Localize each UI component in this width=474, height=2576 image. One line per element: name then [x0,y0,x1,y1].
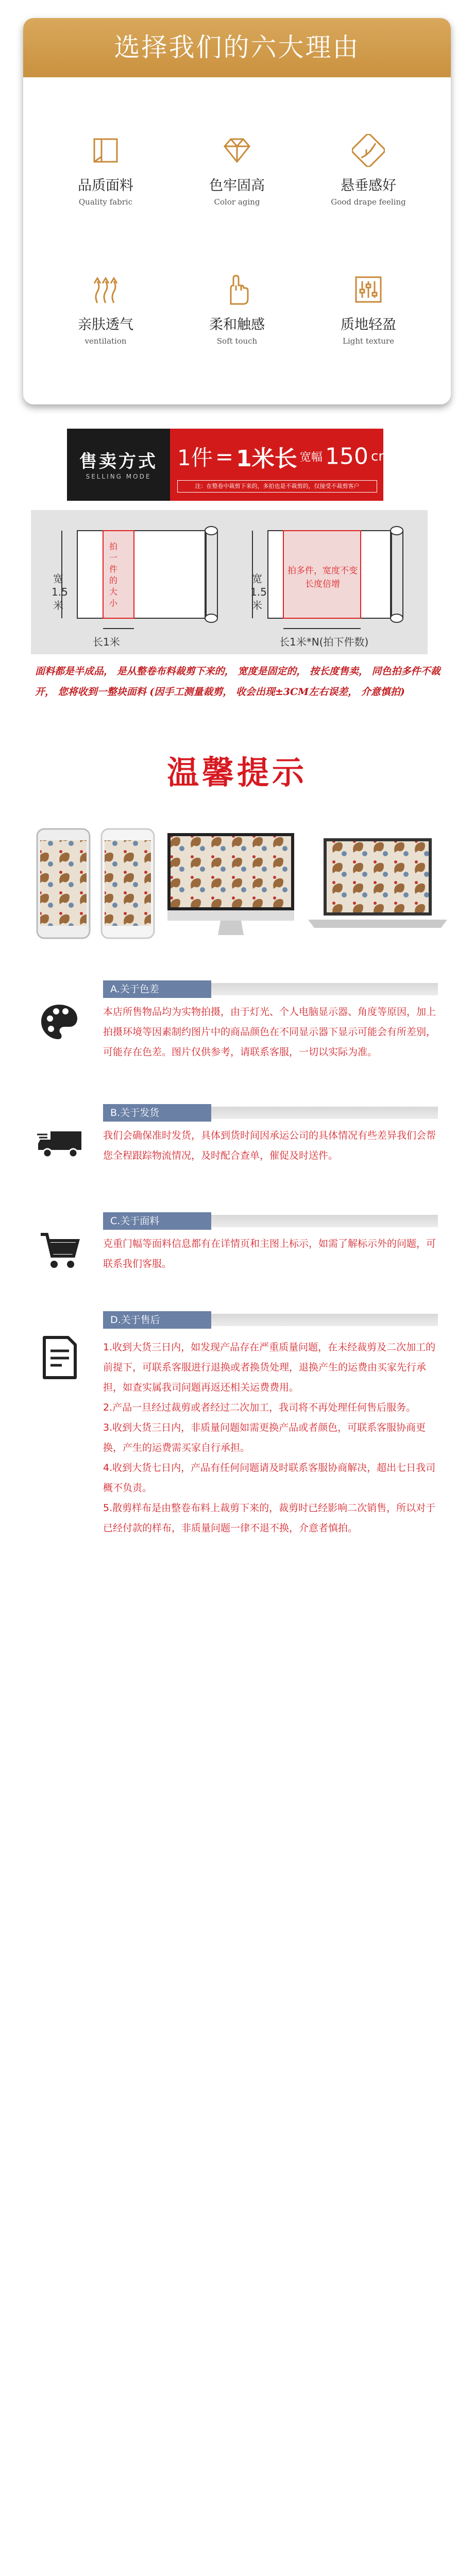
formula-width-label: 宽幅 [299,451,323,464]
diagram1-inner: 拍一件的大小 [109,541,117,608]
section-d-text [103,1337,438,1538]
breathable-arrows-icon [89,273,122,306]
laptop-image [308,837,447,935]
reason-quality-fabric [44,134,167,207]
diagram1-length: 长1米 [93,636,120,648]
formula-width: 150 [325,443,368,470]
book-icon [89,134,122,167]
reason-soft-touch [175,273,299,346]
diagram2-inner: 拍多件，宽度不变长度倍增 [287,566,358,589]
reasons-title: 选择我们的六大理由 [114,32,360,62]
hand-icon [221,273,253,306]
fabric-footnote: 面料都是半成品， 是从整卷布料裁剪下来的， 宽度是固定的， 按长度售卖， 同色拍多件不裁开， 您将收到一整块面料 (因手工测量裁剪， 收会出现±3CM左右误差， 介意慎拍) [35,666,441,698]
section-b-text: 我们会确保准时发货，具体到货时间因承运公司的具体情况有些差异我们会帮您全程跟踪物流情况，及时配合查单，催促及时送件。 [103,1130,436,1161]
phone-image [99,827,156,940]
palette-icon [39,1002,80,1043]
after-sales-item: 1.收到大货三日内，如发现产品存在严重质量问题，在未经裁剪及二次加工的前提下，可联系客服进行退换或者换货处理，退换产生的运费由买家先行承担，如查实属我司问题再返还相关运费费用。 [103,1342,436,1393]
reasons-card [23,18,451,404]
reason-sub: Color aging [214,197,260,207]
selling-formula [170,429,392,501]
fabric-diagram-panel [31,510,428,654]
truck-icon [37,1128,83,1160]
reason-sub: Soft touch [216,336,258,346]
monitor-image [166,832,295,940]
formula-line [177,440,392,474]
reason-label: 质地轻盈 [341,317,396,333]
reason-sub: Quality fabric [78,197,133,207]
after-sales-item: 2.产品一旦经过裁剪或者经过二次加工，我司将不再处理任何售后服务。 [103,1402,416,1413]
reason-breathable [44,273,167,346]
formula-eq: = [215,444,234,469]
formula-unit: cm [371,449,392,464]
selling-note: 注：在整卷中裁剪下来的，多拍也是不裁剪的，仅接受不裁剪客户 [177,480,377,493]
diamond-icon [221,134,253,167]
diagram2-length: 长1米*N(拍下件数) [279,636,369,648]
document-icon [41,1335,78,1380]
single-piece-diagram [41,520,237,649]
formula-prefix: 1件 [177,445,213,470]
selling-subtitle: SELLING MODE [86,473,151,480]
cart-icon [39,1231,80,1272]
phone-image [35,827,92,940]
after-sales-item: 5.散剪样布是由整卷布料上裁剪下来的，裁剪时已经影响二次销售，所以对于已经付款的样布，非质量问题一律不退不换，介意者慎拍。 [103,1502,436,1534]
leaf-icon [352,134,385,167]
reason-sub: Light texture [343,336,394,346]
reason-sub: Good drape feeling [331,197,406,207]
diagram1-height: 宽1.5米 [52,572,68,612]
device-images [35,827,447,940]
section-a-label: A.关于色差 [103,980,211,998]
formula-main: 1米长 [236,446,297,472]
reason-label: 柔和触感 [209,317,265,333]
after-sales-item: 4.收到大货七日内，产品有任何问题请及时联系客服协商解决，超出七日我司概不负责。 [103,1462,436,1494]
section-c-text: 克重门幅等面料信息都有在详情页和主图上标示，如需了解标示外的问题，可联系我们客服。 [103,1238,436,1269]
tips-title: 温馨提示 [166,754,307,791]
reason-light-texture [307,273,430,346]
reason-label: 色牢固高 [209,178,265,194]
section-b-label: B.关于发货 [103,1104,211,1122]
reason-good-drape [307,134,430,207]
reason-label: 亲肤透气 [78,317,133,333]
section-a-text: 本店所售物品均为实物拍摄，由于灯光、个人电脑显示器、角度等原因，加上拍摄环境等因素制约图片中的商品颜色在不同显示器下显示可能会有所差别，可能存在色差。图片仅供参考，请联系客服，一切以实际为准。 [103,1006,436,1058]
reason-color-aging [175,134,299,207]
reason-sub: ventilation [84,336,127,346]
reason-label: 悬垂感好 [341,178,396,194]
selling-mode-badge [67,429,170,501]
selling-title: 售卖方式 [79,451,158,472]
sliders-icon [352,273,385,306]
section-c-label: C.关于面料 [103,1212,211,1230]
reason-label: 品质面料 [78,178,133,194]
after-sales-item: 3.收到大货三日内，非质量问题如需更换产品或者颜色，可联系客服协商更换，产生的运费需买家自行承担。 [103,1422,426,1453]
diagram2-height: 宽1.5米 [250,572,267,612]
section-d-label: D.关于售后 [103,1311,211,1329]
